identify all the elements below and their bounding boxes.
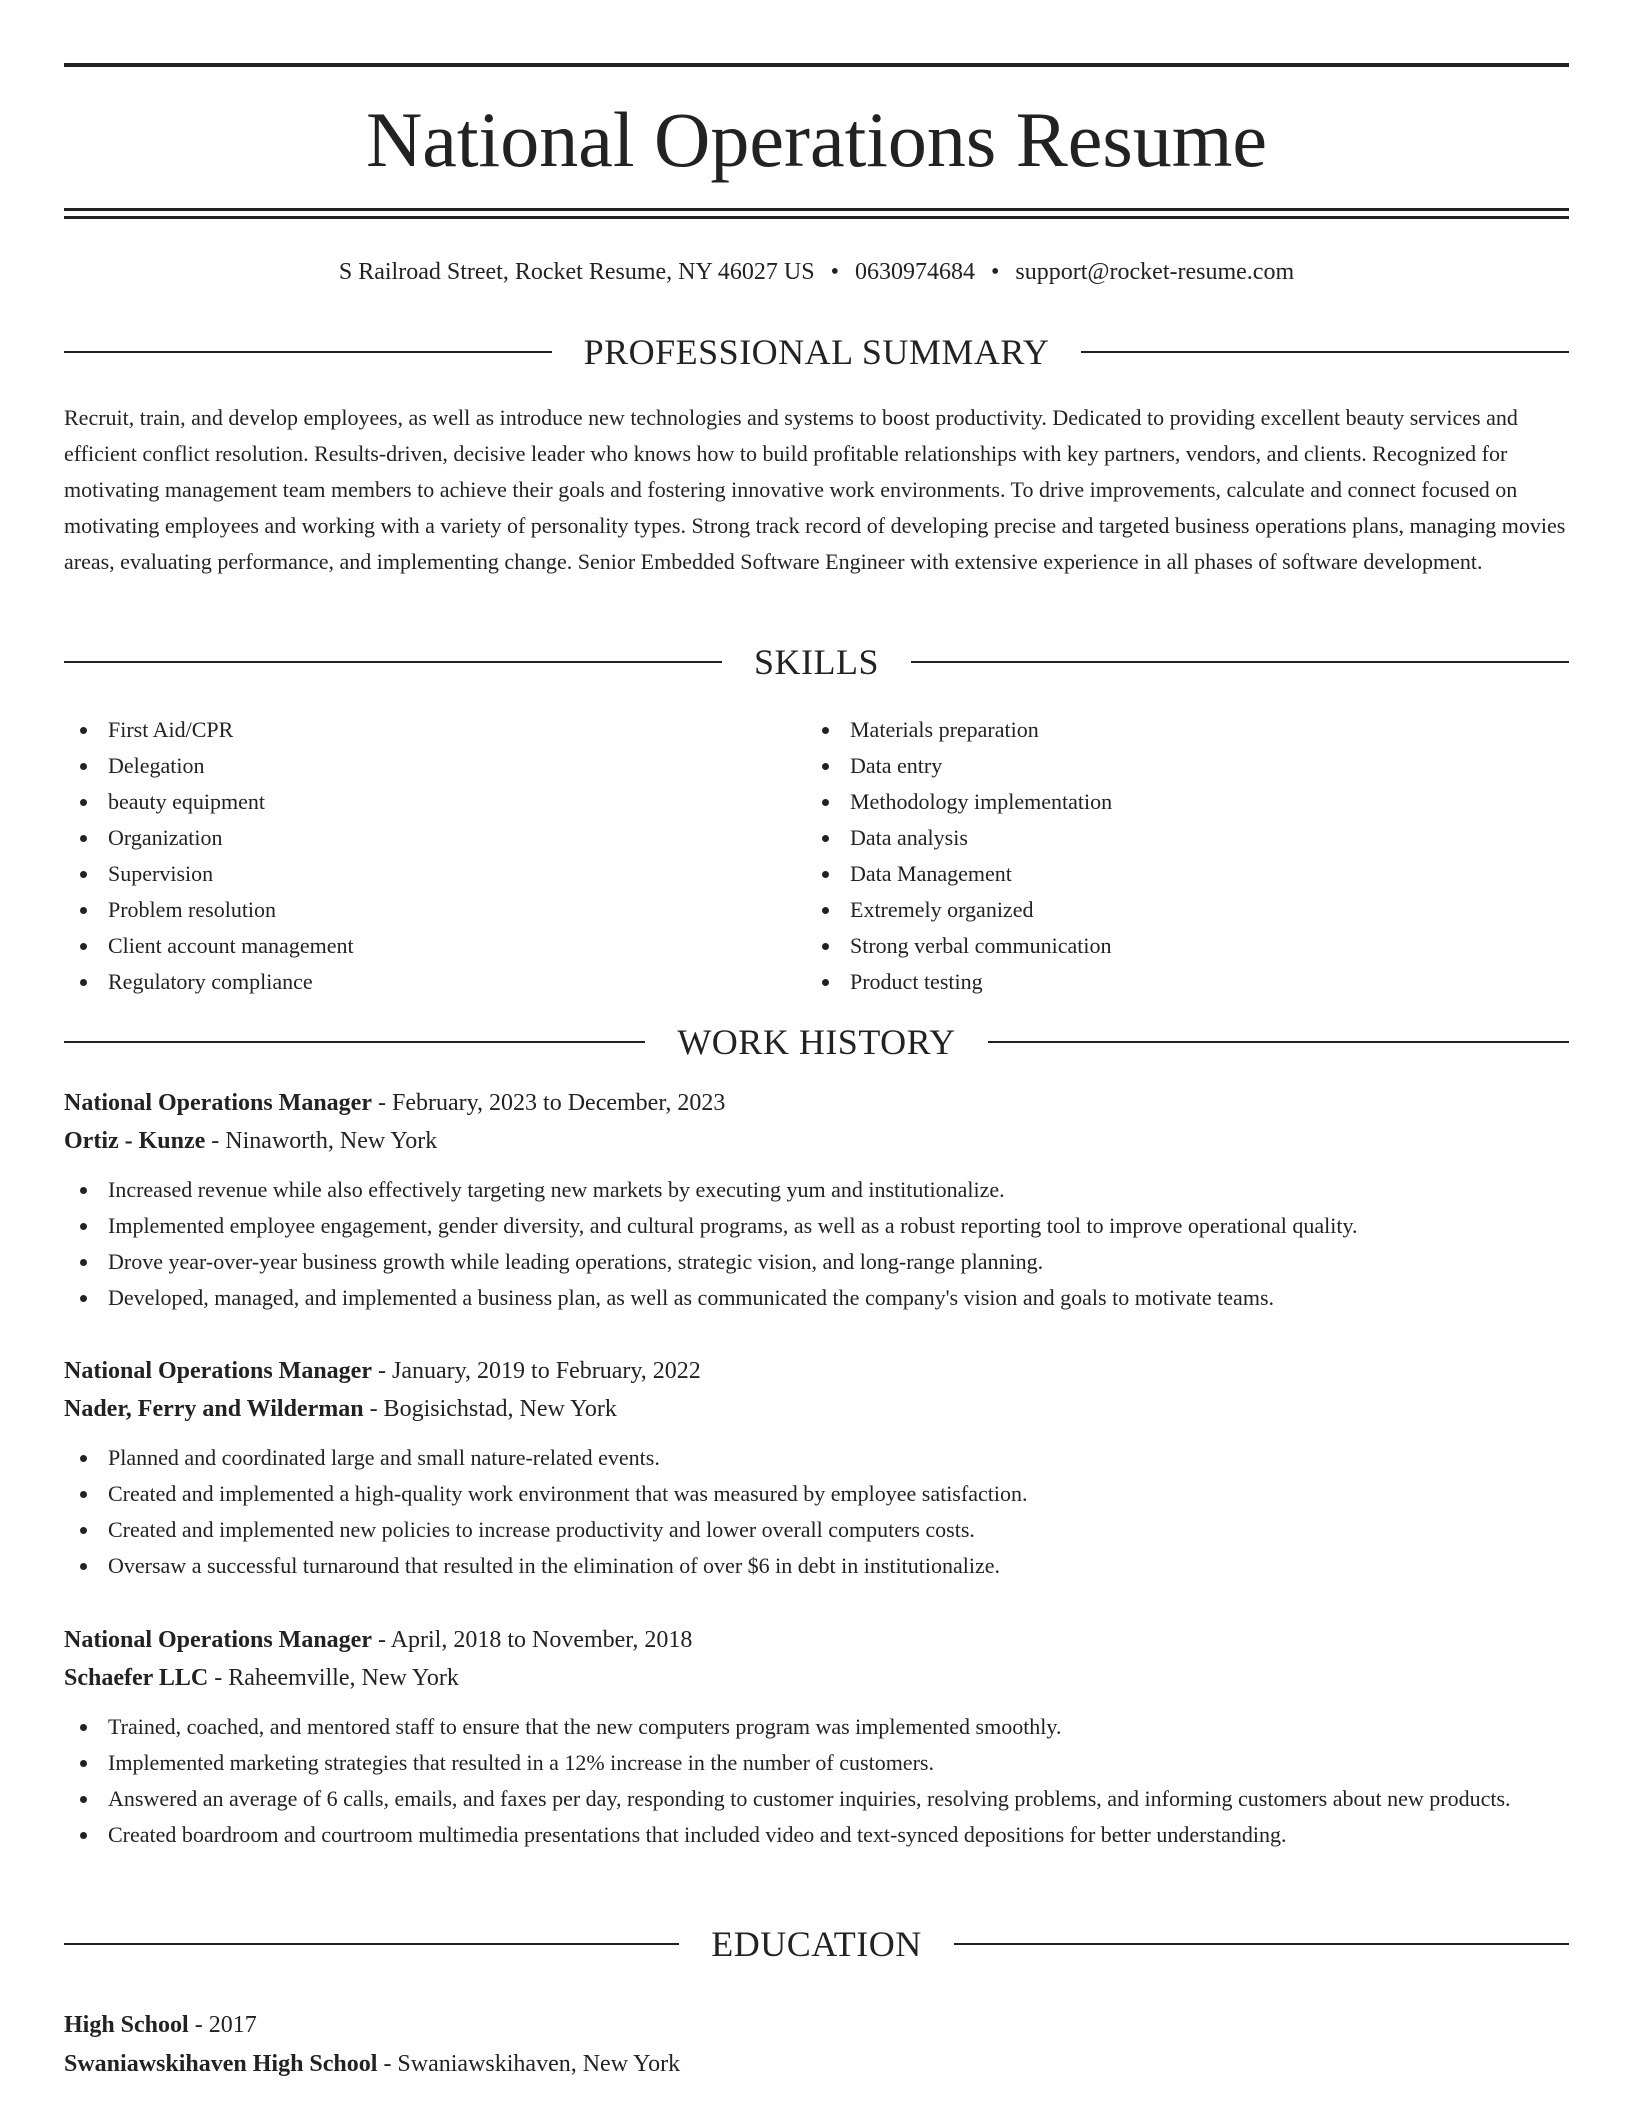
- job-duty-item: Implemented marketing strategies that resulted in a 12% increase in the number of customers.: [64, 1745, 1569, 1781]
- job-location: - Raheemville, New York: [208, 1665, 459, 1691]
- contact-email: support@rocket-resume.com: [1015, 259, 1295, 285]
- job-company-line: [64, 1659, 1569, 1697]
- job-duties: [64, 1709, 1569, 1853]
- job-duty-item: Oversaw a successful turnaround that resulted in the elimination of over $6 in debt in institutionalize.: [64, 1548, 1569, 1584]
- title-rule-lower: [64, 216, 1569, 219]
- skill-item: beauty equipment: [64, 784, 764, 820]
- skills-list-left: [64, 712, 764, 1000]
- skill-item: Data Management: [806, 856, 1506, 892]
- section-heading-work: [64, 1022, 1569, 1062]
- contact-separator: •: [830, 259, 840, 285]
- education-entry: [64, 2006, 1569, 2084]
- heading-rule: [954, 1943, 1569, 1945]
- skills-column-right: [806, 712, 1506, 1000]
- education-year: - 2017: [188, 2012, 257, 2038]
- job-duty-item: Increased revenue while also effectively targeting new markets by executing yum and institutionalize.: [64, 1172, 1569, 1208]
- skill-item: Extremely organized: [806, 892, 1506, 928]
- job-location: - Bogisichstad, New York: [363, 1396, 617, 1422]
- section-heading-skills: [64, 642, 1569, 682]
- job-duty-item: Created and implemented new policies to increase productivity and lower overall computers costs.: [64, 1512, 1569, 1548]
- job-duty-item: Answered an average of 6 calls, emails, and faxes per day, responding to customer inquiries, resolving problems, and informing customers about new products.: [64, 1781, 1569, 1817]
- job-company-line: [64, 1390, 1569, 1428]
- summary-text: Recruit, train, and develop employees, as well as introduce new technologies and systems to boost productivity. Dedicated to providing excellent beauty services and efficient conflict resolution. Results-driven, decisive leader who knows how to build profitable relationships with key partners, vendors, and clients. Recognized for motivating management team members to achieve their goals and fostering innovative work environments. To drive improvements, calculate and connect focused on motivating employees and working with a variety of personality types. Strong track record of developing precise and targeted business operations plans, managing movies areas, evaluating performance, and implementing change. Senior Embedded Software Engineer with extensive experience in all phases of software development.: [64, 405, 1566, 574]
- skill-item: Regulatory compliance: [64, 964, 764, 1000]
- job-title-line: [64, 1621, 1569, 1659]
- job-location: - Ninaworth, New York: [205, 1128, 438, 1154]
- heading-rule: [1081, 351, 1569, 353]
- contact-phone: 0630974684: [855, 259, 976, 285]
- job-duty-item: Developed, managed, and implemented a business plan, as well as communicated the company's vision and goals to motivate teams.: [64, 1280, 1569, 1316]
- skill-item: Problem resolution: [64, 892, 764, 928]
- skill-item: Data analysis: [806, 820, 1506, 856]
- job-company: Ortiz - Kunze: [64, 1128, 206, 1154]
- section-title: EDUCATION: [711, 1924, 922, 1964]
- education-degree: High School: [64, 2012, 189, 2038]
- title-rule-upper: [64, 208, 1569, 211]
- skill-item: Methodology implementation: [806, 784, 1506, 820]
- job-dates: - February, 2023 to December, 2023: [371, 1090, 726, 1116]
- skill-item: Strong verbal communication: [806, 928, 1506, 964]
- contact-line: [64, 254, 1569, 290]
- section-heading-summary: [64, 332, 1569, 372]
- heading-rule: [64, 661, 722, 663]
- job-title-line: [64, 1084, 1569, 1122]
- job-title: National Operations Manager: [64, 1358, 372, 1384]
- section-title: PROFESSIONAL SUMMARY: [583, 332, 1050, 372]
- resume-title: National Operations Resume: [365, 96, 1268, 183]
- job-company: Nader, Ferry and Wilderman: [64, 1396, 364, 1422]
- work-entry: [64, 1084, 1569, 1316]
- heading-rule: [64, 1943, 679, 1945]
- education-location: - Swaniawskihaven, New York: [377, 2051, 681, 2077]
- skill-item: Data entry: [806, 748, 1506, 784]
- job-title: National Operations Manager: [64, 1090, 372, 1116]
- skill-item: Delegation: [64, 748, 764, 784]
- education-school-line: [64, 2045, 1569, 2084]
- heading-rule: [911, 661, 1569, 663]
- work-entry: [64, 1621, 1569, 1853]
- skill-item: Supervision: [64, 856, 764, 892]
- job-duty-item: Trained, coached, and mentored staff to ensure that the new computers program was implemented smoothly.: [64, 1709, 1569, 1745]
- job-company: Schaefer LLC: [64, 1665, 209, 1691]
- job-duty-item: Drove year-over-year business growth while leading operations, strategic vision, and long-range planning.: [64, 1244, 1569, 1280]
- skill-item: Materials preparation: [806, 712, 1506, 748]
- skill-item: Organization: [64, 820, 764, 856]
- section-heading-education: [64, 1924, 1569, 1964]
- education-school: Swaniawskihaven High School: [64, 2051, 378, 2077]
- skill-item: Client account management: [64, 928, 764, 964]
- heading-rule: [988, 1041, 1569, 1043]
- contact-separator: •: [991, 259, 1000, 285]
- job-title: National Operations Manager: [64, 1627, 372, 1653]
- heading-rule: [64, 1041, 645, 1043]
- contact-address: S Railroad Street, Rocket Resume, NY 46027 US: [338, 259, 815, 285]
- section-title: WORK HISTORY: [677, 1022, 956, 1062]
- job-title-line: [64, 1352, 1569, 1390]
- job-company-line: [64, 1122, 1569, 1160]
- skills-column-left: [64, 712, 764, 1000]
- heading-rule: [64, 351, 552, 353]
- skill-item: Product testing: [806, 964, 1506, 1000]
- job-duty-item: Implemented employee engagement, gender diversity, and cultural programs, as well as a robust reporting tool to improve operational quality.: [64, 1208, 1569, 1244]
- skill-item: First Aid/CPR: [64, 712, 764, 748]
- job-duty-item: Created boardroom and courtroom multimedia presentations that included video and text-synced depositions for better understanding.: [64, 1817, 1569, 1853]
- skills-list-right: [806, 712, 1506, 1000]
- job-duty-item: Planned and coordinated large and small nature-related events.: [64, 1440, 1569, 1476]
- job-duties: [64, 1440, 1569, 1584]
- work-entry: [64, 1352, 1569, 1584]
- job-duty-item: Created and implemented a high-quality work environment that was measured by employee satisfaction.: [64, 1476, 1569, 1512]
- job-duties: [64, 1172, 1569, 1316]
- top-rule: [64, 63, 1569, 67]
- job-dates: - January, 2019 to February, 2022: [371, 1358, 701, 1384]
- education-degree-line: [64, 2006, 1569, 2045]
- section-title: SKILLS: [754, 642, 880, 682]
- job-dates: - April, 2018 to November, 2018: [371, 1627, 693, 1653]
